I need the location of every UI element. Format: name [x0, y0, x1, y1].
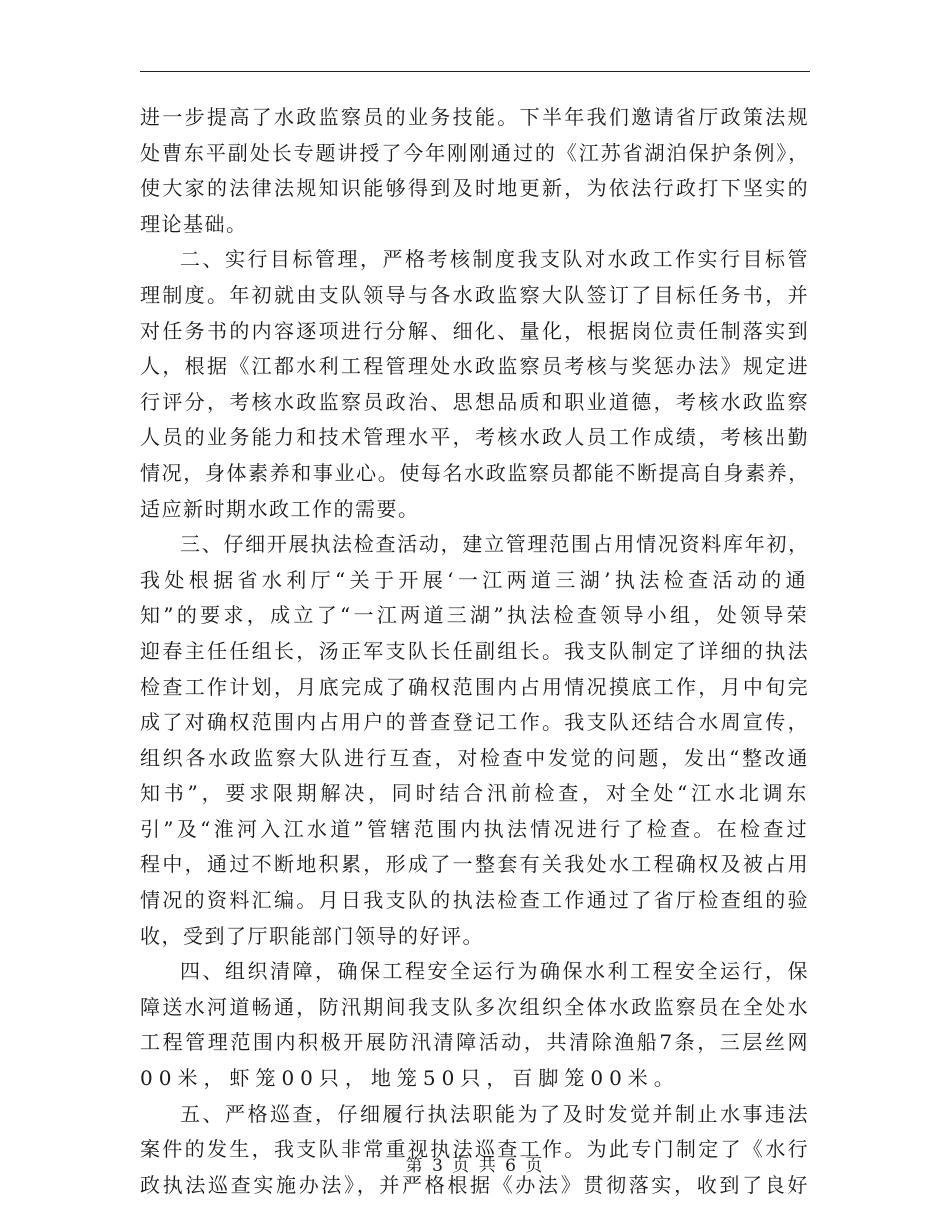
text-line: 情况的资料汇编。月日我支队的执法检查工作通过了省厅检查组的验	[140, 888, 810, 913]
paragraph-first-line: 二、实行目标管理，严格考核制度我支队对水政工作实行目标管	[180, 247, 810, 272]
paragraph-first-line: 三、仔细开展执法检查活动，建立管理范围占用情况资料库年初，	[180, 532, 810, 557]
text-line: 理制度。年初就由支队领导与各水政监察大队签订了目标任务书，并	[140, 282, 810, 307]
text-line: 工程管理范围内积极开展防汛清障活动，共清除渔船7条，三层丝网	[140, 1030, 811, 1055]
text-line: 引”及“淮河入江水道”管辖范围内执法情况进行了检查。在检查过	[140, 816, 810, 841]
text-line: 程中，通过不断地积累，形成了一整套有关我处水工程确权及被占用	[140, 852, 810, 877]
text-line: 检查工作计划，月底完成了确权范围内占用情况摸底工作，月中旬完	[140, 674, 810, 699]
text-line: 障送水河道畅通，防汛期间我支队多次组织全体水政监察员在全处水	[140, 994, 810, 1019]
text-line: 使大家的法律法规知识能够得到及时地更新，为依法行政打下坚实的	[140, 176, 810, 201]
paragraph-first-line: 四、组织清障，确保工程安全运行为确保水利工程安全运行，保	[180, 959, 810, 984]
text-line: 收，受到了厅职能部门领导的好评。	[140, 923, 484, 948]
text-line: 处曹东平副处长专题讲授了今年刚刚通过的《江苏省湖泊保护条例》，	[140, 140, 811, 165]
text-line: 成了对确权范围内占用户的普查登记工作。我支队还结合水周宣传，	[140, 710, 810, 735]
text-line: 我处根据省水利厅“关于开展‘一江两道三湖’执法检查活动的通	[140, 567, 810, 592]
text-line: 00米，虾笼00只，地笼50只，百脚笼00米。	[140, 1066, 680, 1091]
text-line: 适应新时期水政工作的需要。	[140, 496, 420, 521]
text-line: 人员的业务能力和技术管理水平，考核水政人员工作成绩，考核出勤	[140, 425, 810, 450]
text-line: 人，根据《江都水利工程管理处水政监察员考核与奖惩办法》规定进	[140, 354, 810, 379]
text-line: 进一步提高了水政监察员的业务技能。下半年我们邀请省厅政策法规	[140, 105, 810, 129]
text-line: 知书”，要求限期解决，同时结合汛前检查，对全处“江水北调东	[140, 781, 811, 806]
text-line: 对任务书的内容逐项进行分解、细化、量化，根据岗位责任制落实到	[140, 318, 810, 343]
text-line: 理论基础。	[140, 211, 248, 236]
text-line: 行评分，考核水政监察员政治、思想品质和职业道德，考核水政监察	[140, 389, 810, 414]
text-line: 案件的发生，我支队非常重视执法巡查工作。为此专门制定了《水行	[140, 1137, 810, 1162]
header-rule	[140, 71, 810, 72]
text-line: 迎春主任任组长，汤正军支队长任副组长。我支队制定了详细的执法	[140, 638, 810, 663]
paragraph-first-line: 五、严格巡查，仔细履行执法职能为了及时发觉并制止水事违法	[180, 1101, 810, 1126]
text-line: 组织各水政监察大队进行互查，对检查中发觉的问题，发出“整改通	[140, 745, 811, 770]
text-line: 情况，身体素养和事业心。使每名水政监察员都能不断提高自身素养，	[140, 460, 810, 485]
text-line: 知”的要求，成立了“一江两道三湖”执法检查领导小组，处领导荣	[140, 603, 810, 628]
text-line: 政执法巡查实施办法》，并严格根据《办法》贯彻落实，收到了良好	[140, 1172, 811, 1197]
document-body	[140, 100, 810, 1203]
page-number-footer: 第 3 页 共 6 页	[405, 1156, 545, 1176]
